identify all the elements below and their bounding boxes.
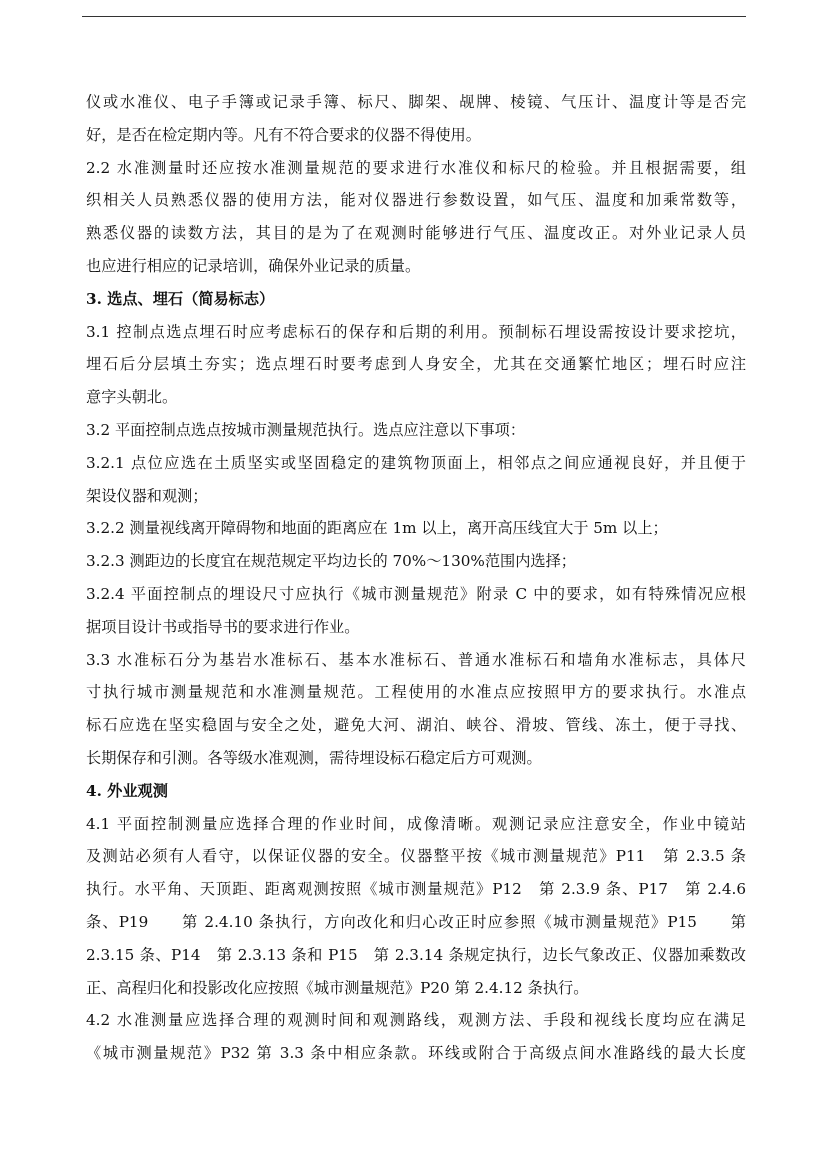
section-heading: 4. 外业观测 — [86, 781, 168, 800]
text-line: 也应进行相应的记录培训，确保外业记录的质量。 — [86, 256, 421, 275]
text-line: 条、P19 第 2.4.10 条执行，方向改化和归心改正时应参照《城市测量规范》P15 第 — [86, 912, 746, 931]
text-line: 正、高程归化和投影改化应按照《城市测量规范》P20 第 2.4.12 条执行。 — [86, 978, 589, 997]
text-line: 寸执行城市测量规范和水准测量规范。工程使用的水准点应按照甲方的要求执行。水准点 — [86, 683, 746, 702]
text-line: 架设仪器和观测； — [86, 486, 208, 505]
header-rule — [82, 16, 746, 17]
text-line: 3.2.4 平面控制点的埋设尺寸应执行《城市测量规范》附录 C 中的要求，如有特殊情况应根 — [86, 584, 746, 603]
text-line: 3.1 控制点选点埋石时应考虑标石的保存和后期的利用。预制标石埋设需按设计要求挖坑， — [86, 322, 746, 341]
text-line: 执行。水平角、天顶距、距离观测按照《城市测量规范》P12 第 2.3.9 条、P17 第 2.4.6 — [86, 880, 746, 899]
text-line: 意字头朝北。 — [86, 388, 178, 407]
text-line: 3.2.1 点位应选在土质坚实或坚固稳定的建筑物顶面上，相邻点之间应通视良好，并且便于 — [86, 453, 746, 472]
text-line: 3.2.2 测量视线离开障碍物和地面的距离应在 1m 以上，离开高压线宜大于 5m 以上； — [86, 519, 668, 538]
text-line: 埋石后分层填土夯实；选点埋石时要考虑到人身安全，尤其在交通繁忙地区；埋石时应注 — [86, 355, 746, 374]
text-line: 熟悉仪器的读数方法，其目的是为了在观测时能够进行气压、温度改正。对外业记录人员 — [86, 224, 746, 243]
text-line: 2.2 水准测量时还应按水准测量规范的要求进行水准仪和标尺的检验。并且根据需要，组 — [86, 158, 746, 177]
text-line: 3.2 平面控制点选点按城市测量规范执行。选点应注意以下事项： — [86, 420, 526, 439]
text-line: 4.1 平面控制测量应选择合理的作业时间，成像清晰。观测记录应注意安全，作业中镜站 — [86, 814, 746, 833]
text-line: 3.3 水准标石分为基岩水准标石、基本水准标石、普通水准标石和墙角水准标志，具体尺 — [86, 650, 746, 669]
text-line: 标石应选在坚实稳固与安全之处，避免大河、湖泊、峡谷、滑坡、管线、冻土，便于寻找、 — [86, 716, 746, 735]
text-line: 织相关人员熟悉仪器的使用方法，能对仪器进行参数设置，如气压、温度和加乘常数等， — [86, 191, 746, 210]
text-line: 及测站必须有人看守，以保证仪器的安全。仪器整平按《城市测量规范》P11 第 2.3.5 条 — [86, 847, 746, 866]
section-heading: 3. 选点、埋石（简易标志） — [86, 289, 275, 308]
document-body — [86, 86, 746, 1070]
text-line: 据项目设计书或指导书的要求进行作业。 — [86, 617, 360, 636]
text-line: 4.2 水准测量应选择合理的观测时间和观测路线，观测方法、手段和视线长度均应在满足 — [86, 1011, 746, 1030]
text-line: 好，是否在检定期内等。凡有不符合要求的仪器不得使用。 — [86, 125, 481, 144]
text-line: 《城市测量规范》P32 第 3.3 条中相应条款。环线或附合于高级点间水准路线的最大长度 — [86, 1044, 746, 1063]
text-line: 2.3.15 条、P14 第 2.3.13 条和 P15 第 2.3.14 条规定执行，边长气象改正、仪器加乘数改 — [86, 945, 746, 964]
text-line: 长期保存和引测。各等级水准观测，需待埋设标石稳定后方可观测。 — [86, 748, 542, 767]
text-line: 仪或水准仪、电子手簿或记录手簿、标尺、脚架、觇牌、棱镜、气压计、温度计等是否完 — [86, 93, 746, 111]
text-line: 3.2.3 测距边的长度宜在规范规定平均边长的 70%～130%范围内选择； — [86, 552, 576, 571]
